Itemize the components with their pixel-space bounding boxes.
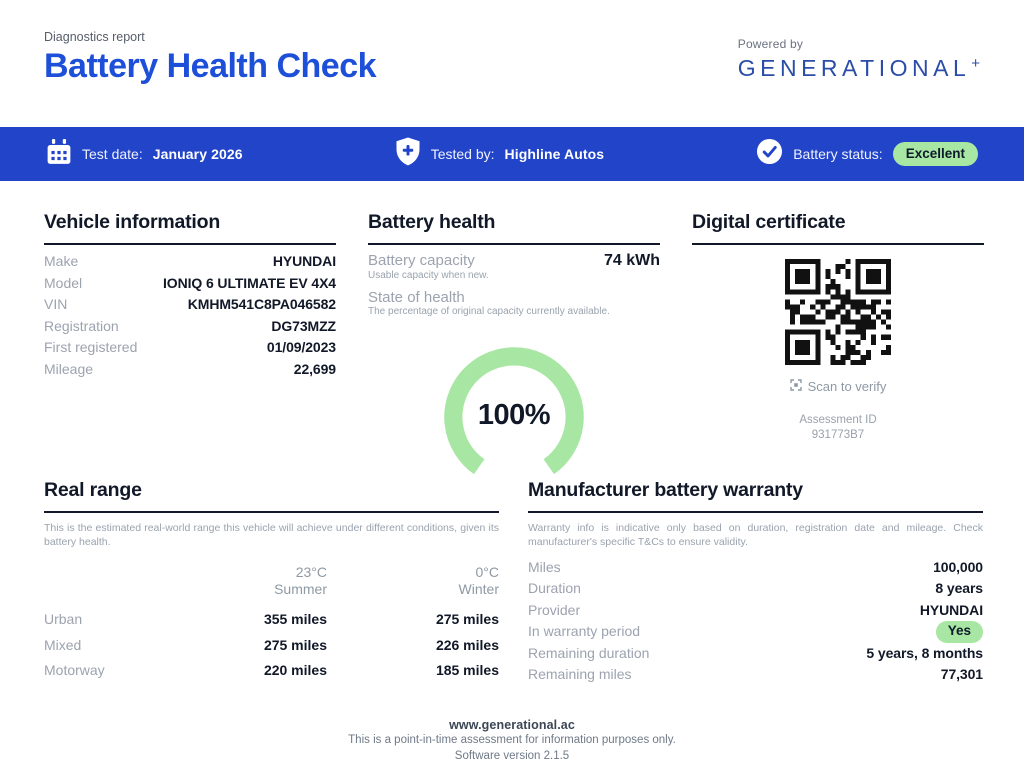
summer-label: Summer: [274, 581, 327, 597]
status-bar: [0, 127, 1024, 181]
battery-capacity-label: Battery capacity: [368, 252, 475, 269]
tested-by-group: [395, 137, 604, 171]
range-row-urban: [44, 607, 499, 633]
real-range-title: Real range: [44, 478, 499, 513]
state-of-health-note: The percentage of original capacity currently available.: [368, 306, 610, 317]
test-date-label: Test date:: [82, 146, 143, 162]
row-label: Miles: [528, 559, 561, 575]
brand-name: GENERATIONAL: [737, 55, 971, 81]
calendar-icon: [46, 139, 72, 170]
warranty-row-provider: [528, 600, 983, 621]
brand-block: [738, 30, 980, 85]
battery-capacity-value: 74 kWh: [603, 252, 660, 269]
brand-plus-icon: +: [971, 55, 980, 72]
in-warranty-badge: Yes: [936, 621, 983, 642]
vehicle-info-rows: [44, 251, 336, 380]
vehicle-information-title: Vehicle information: [44, 210, 336, 245]
page-title: Battery Health Check: [44, 47, 377, 85]
bottom-columns: [44, 478, 983, 685]
report-header: [44, 30, 980, 85]
warranty-rows: [528, 557, 983, 685]
state-of-health-row: [368, 289, 660, 306]
summer-column-header: [155, 564, 327, 598]
row-value: 22,699: [293, 360, 336, 377]
row-label: First registered: [44, 339, 138, 355]
shield-plus-icon: [395, 137, 421, 171]
main-columns: [44, 210, 984, 489]
summer-value: 275 miles: [263, 636, 327, 653]
scan-to-verify-row: [692, 379, 984, 394]
vehicle-information-section: [44, 210, 336, 489]
qr-code-wrap: [692, 259, 984, 365]
vehicle-row-first-registered: [44, 337, 336, 359]
header-left: [44, 30, 376, 85]
soh-gauge: [436, 339, 592, 489]
scan-to-verify-label: Scan to verify: [807, 379, 887, 394]
battery-health-section: [368, 210, 660, 489]
row-label: Make: [44, 253, 79, 269]
check-circle-icon: [756, 138, 783, 170]
warranty-title: Manufacturer battery warranty: [528, 478, 983, 513]
vehicle-row-make: [44, 251, 336, 273]
warranty-row-remaining-duration: [528, 643, 983, 664]
row-label: Remaining duration: [528, 644, 650, 661]
warranty-section: [528, 478, 983, 685]
winter-column-header: [327, 564, 499, 598]
winter-value: 275 miles: [435, 611, 499, 627]
soh-gauge-value: 100%: [477, 399, 551, 431]
row-label: VIN: [44, 296, 68, 312]
row-label: Duration: [528, 580, 581, 597]
test-date-value: January 2026: [152, 146, 243, 162]
row-label: Registration: [44, 317, 119, 334]
row-label: Motorway: [44, 662, 105, 678]
assessment-id-value: 931773B7: [811, 429, 865, 441]
real-range-description: This is the estimated real-world range this vehicle will achieve under different conditions, given its battery health.: [44, 522, 499, 548]
warranty-row-duration: [528, 578, 983, 599]
qr-code: [785, 259, 891, 365]
battery-status-label: Battery status:: [793, 146, 883, 162]
real-range-section: [44, 478, 499, 685]
winter-value: 185 miles: [435, 662, 499, 678]
summer-temp: 23°C: [295, 564, 327, 580]
battery-health-title: Battery health: [368, 210, 660, 245]
vehicle-row-mileage: [44, 359, 336, 381]
row-value: 5 years, 8 months: [866, 644, 983, 661]
row-value: HYUNDAI: [272, 253, 336, 269]
tested-by-label: Tested by:: [430, 146, 495, 162]
battery-capacity-note: Usable capacity when new.: [368, 270, 489, 281]
vehicle-row-model: [44, 273, 336, 295]
scan-icon: [790, 379, 802, 394]
winter-value: 226 miles: [435, 636, 499, 653]
row-label: Urban: [44, 611, 83, 627]
state-of-health-label: State of health: [368, 289, 465, 306]
test-date-group: [46, 139, 243, 170]
software-version: Software version 2.1.5: [454, 749, 570, 762]
battery-status-badge: Excellent: [893, 142, 978, 166]
warranty-description: Warranty info is indicative only based on duration, registration date and mileage. Check manufacturer's specific T&Cs to ensure validity.: [528, 522, 983, 548]
row-label: Mileage: [44, 360, 94, 377]
website-link[interactable]: www.generational.ac: [449, 718, 575, 732]
real-range-header: [44, 564, 499, 598]
row-label: Mixed: [44, 636, 82, 653]
range-row-motorway: [44, 658, 499, 684]
brand-logo: [738, 55, 980, 82]
report-type-label: Diagnostics report: [44, 30, 145, 44]
disclaimer-text: This is a point-in-time assessment for information purposes only.: [348, 734, 676, 746]
real-range-table: [44, 564, 499, 684]
vehicle-row-registration: [44, 316, 336, 338]
digital-certificate-title: Digital certificate: [692, 210, 984, 245]
report-footer: [0, 718, 1024, 763]
row-label: Provider: [528, 601, 581, 618]
summer-value: 355 miles: [263, 611, 327, 627]
range-row-mixed: [44, 633, 499, 659]
battery-status-group: [756, 138, 978, 170]
warranty-row-miles: [528, 557, 983, 578]
powered-by-label: Powered by: [737, 37, 804, 51]
vehicle-row-vin: [44, 294, 336, 316]
soh-gauge-wrap: [368, 339, 660, 489]
row-value: 77,301: [940, 666, 983, 683]
row-value: DG73MZZ: [271, 317, 336, 334]
warranty-row-remaining-miles: [528, 664, 983, 685]
row-value: IONIQ 6 ULTIMATE EV 4X4: [163, 274, 336, 291]
winter-temp: 0°C: [475, 564, 499, 580]
summer-value: 220 miles: [263, 662, 327, 678]
assessment-id-label: Assessment ID: [799, 414, 877, 426]
row-label: In warranty period: [528, 623, 641, 640]
row-value: HYUNDAI: [919, 601, 983, 618]
row-value: 100,000: [933, 559, 983, 575]
row-label: Remaining miles: [528, 666, 632, 683]
row-label: Model: [44, 274, 83, 291]
digital-certificate-section: [692, 210, 984, 489]
winter-label: Winter: [458, 581, 499, 597]
row-value: KMHM541C8PA046582: [187, 296, 336, 312]
assessment-id-block: [692, 413, 984, 443]
warranty-row-in-period: [528, 621, 983, 642]
row-value: 8 years: [935, 580, 983, 597]
battery-capacity-row: [368, 252, 660, 270]
row-value: 01/09/2023: [266, 339, 336, 355]
tested-by-value: Highline Autos: [504, 146, 605, 162]
